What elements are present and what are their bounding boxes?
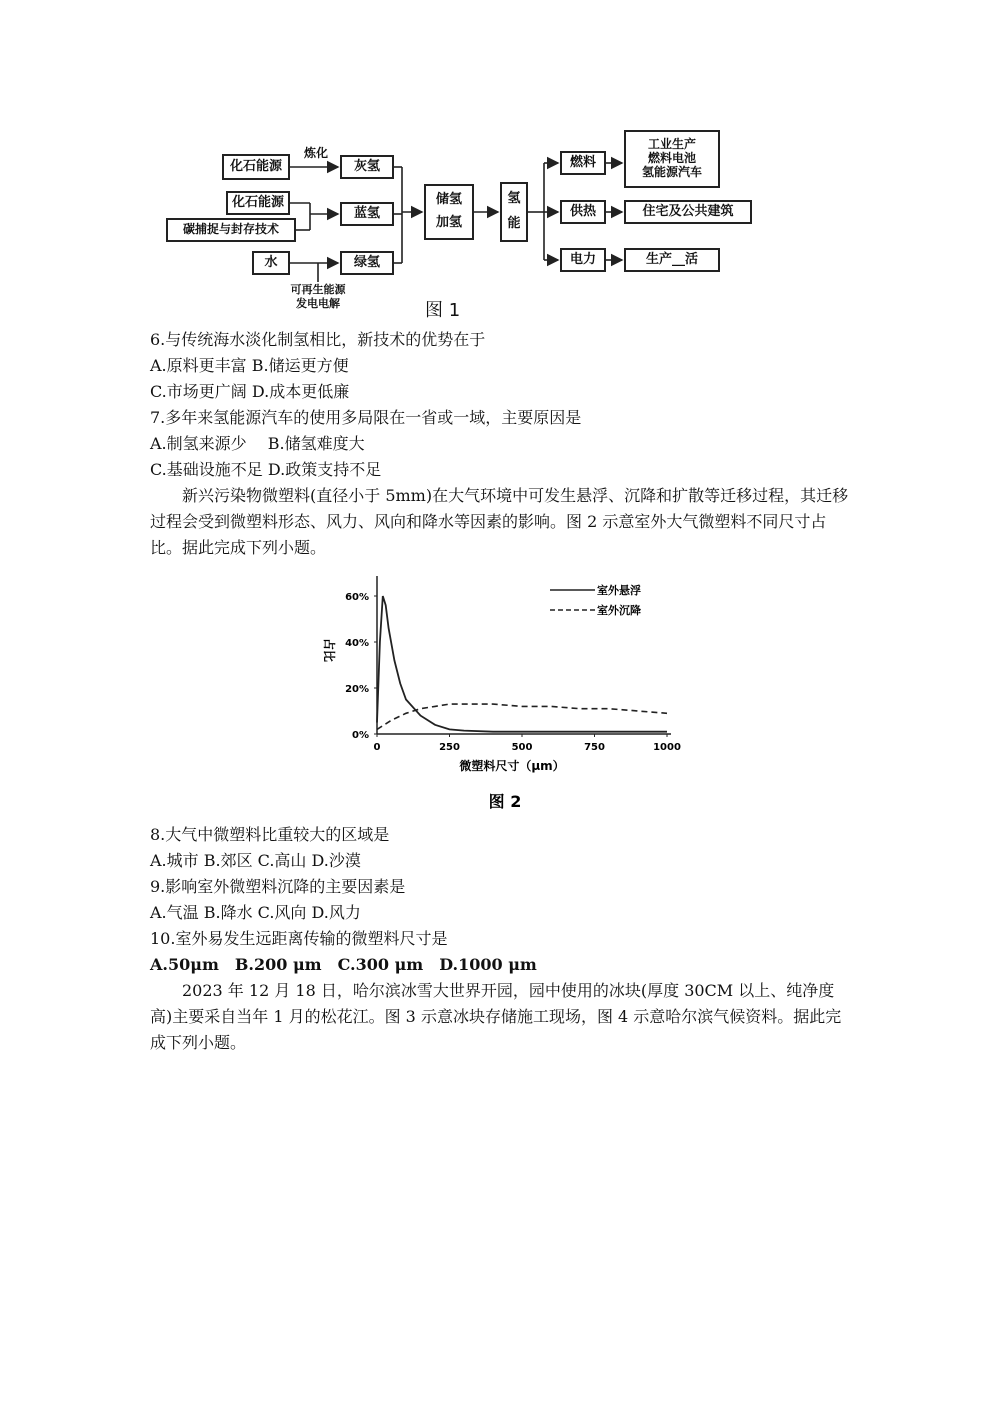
refining-label: 炼化: [303, 146, 328, 160]
q6-stem: 6.与传统海水淡化制氢相比，新技术的优势在于: [150, 330, 486, 349]
fuel-use-2: 燃料电池: [647, 151, 696, 166]
heat-use-box: 住宅及公共建筑: [624, 200, 752, 224]
questions-block-1: [150, 327, 850, 561]
y-axis-label: 占比: [322, 637, 336, 663]
power-use-box: 生产__活: [624, 248, 720, 272]
hydrogen-energy-box: [500, 182, 528, 242]
q7-options-ab: A.制氢来源少 B.储氢难度大: [150, 434, 365, 453]
power-box: 电力: [560, 248, 606, 272]
microplastic-passage: 新兴污染物微塑料(直径小于 5mm)在大气环境中可发生悬浮、沉降和扩散等迁移过程，其迁移过程会受到微塑料形态、风力、风向和降水等因素的影响。图 2 示意室外大气微塑料不同尺寸占比。据此完成下列小题。: [150, 486, 849, 557]
x-tick-label: 0: [373, 742, 381, 753]
q9-options: A.气温 B.降水 C.风向 D.风力: [150, 903, 361, 922]
q7-options-cd: C.基础设施不足 D.政策支持不足: [150, 460, 382, 479]
storage-line2: 加氢: [435, 215, 462, 230]
q10-options: A.50μm B.200 μm C.300 μm D.1000 μm: [150, 955, 537, 974]
q7-stem: 7.多年来氢能源汽车的使用多局限在一省或一域，主要原因是: [150, 408, 582, 427]
blue-hydrogen-box: 蓝氢: [340, 202, 394, 226]
water-box: 水: [252, 251, 290, 275]
fuel-use-3: 氢能源汽车: [641, 164, 702, 179]
hydrogen-energy-line2: 能: [507, 216, 521, 231]
grey-hydrogen-box: 灰氢: [340, 155, 394, 179]
q8-options: A.城市 B.郊区 C.高山 D.沙漠: [150, 851, 361, 870]
x-tick-label: 500: [511, 742, 533, 753]
y-tick-label: 60%: [345, 592, 369, 603]
ccs-technology-box: 碳捕捉与封存技术: [166, 218, 296, 242]
fossil-energy-box-2: 化石能源: [226, 191, 290, 215]
x-tick-label: 1000: [653, 742, 681, 753]
renewable-label-line2: 发电电解: [296, 296, 340, 310]
y-tick-label: 20%: [345, 684, 369, 695]
chart-title: 图 2: [488, 792, 522, 811]
series-line-2: [377, 704, 667, 729]
heat-box: 供热: [560, 200, 606, 224]
questions-block-2: [150, 822, 850, 1056]
q10-stem: 10.室外易发生远距离传输的微塑料尺寸是: [150, 929, 448, 948]
hydrogen-energy-line1: 氢: [507, 191, 521, 207]
storage-line1: 储氢: [435, 192, 462, 208]
x-axis-label: 微塑料尺寸（μm）: [459, 759, 565, 773]
figure1-diagram: [160, 120, 760, 325]
fossil-energy-box-1: 化石能源: [222, 154, 290, 180]
legend-label-2: 室外沉降: [597, 604, 641, 617]
chart-labels: [322, 583, 681, 811]
q9-stem: 9.影响室外微塑料沉降的主要因素是: [150, 877, 406, 896]
fuel-use-1: 工业生产: [647, 137, 696, 152]
q8-stem: 8.大气中微塑料比重较大的区域是: [150, 825, 390, 844]
q6-options-cd: C.市场更广阔 D.成本更低廉: [150, 382, 350, 401]
green-hydrogen-box: 绿氢: [340, 251, 394, 275]
fuel-box: 燃料: [560, 151, 606, 175]
q6-options-ab: A.原料更丰富 B.储运更方便: [150, 356, 349, 375]
x-tick-label: 250: [439, 742, 460, 753]
renewable-label-line1: 可再生能源: [290, 283, 346, 296]
renewable-label: [278, 283, 358, 311]
figure1-caption: 图 1: [425, 300, 461, 321]
legend-label-1: 室外悬浮: [597, 584, 641, 597]
figure2-chart: [305, 572, 695, 812]
fuel-uses-box: [624, 130, 720, 188]
x-tick-label: 750: [584, 742, 605, 753]
harbin-passage: 2023 年 12 月 18 日，哈尔滨冰雪大世界开园，园中使用的冰块(厚度 30CM 以上、纯净度高)主要采自当年 1 月的松花江。图 3 示意冰块存储施工现场，图 4 示意哈尔滨气候资料。据此完成下列小题。: [150, 981, 842, 1052]
chart-svg: [305, 572, 695, 812]
y-tick-label: 40%: [345, 638, 369, 649]
storage-box: [424, 184, 474, 240]
y-tick-label: 0%: [352, 730, 369, 741]
